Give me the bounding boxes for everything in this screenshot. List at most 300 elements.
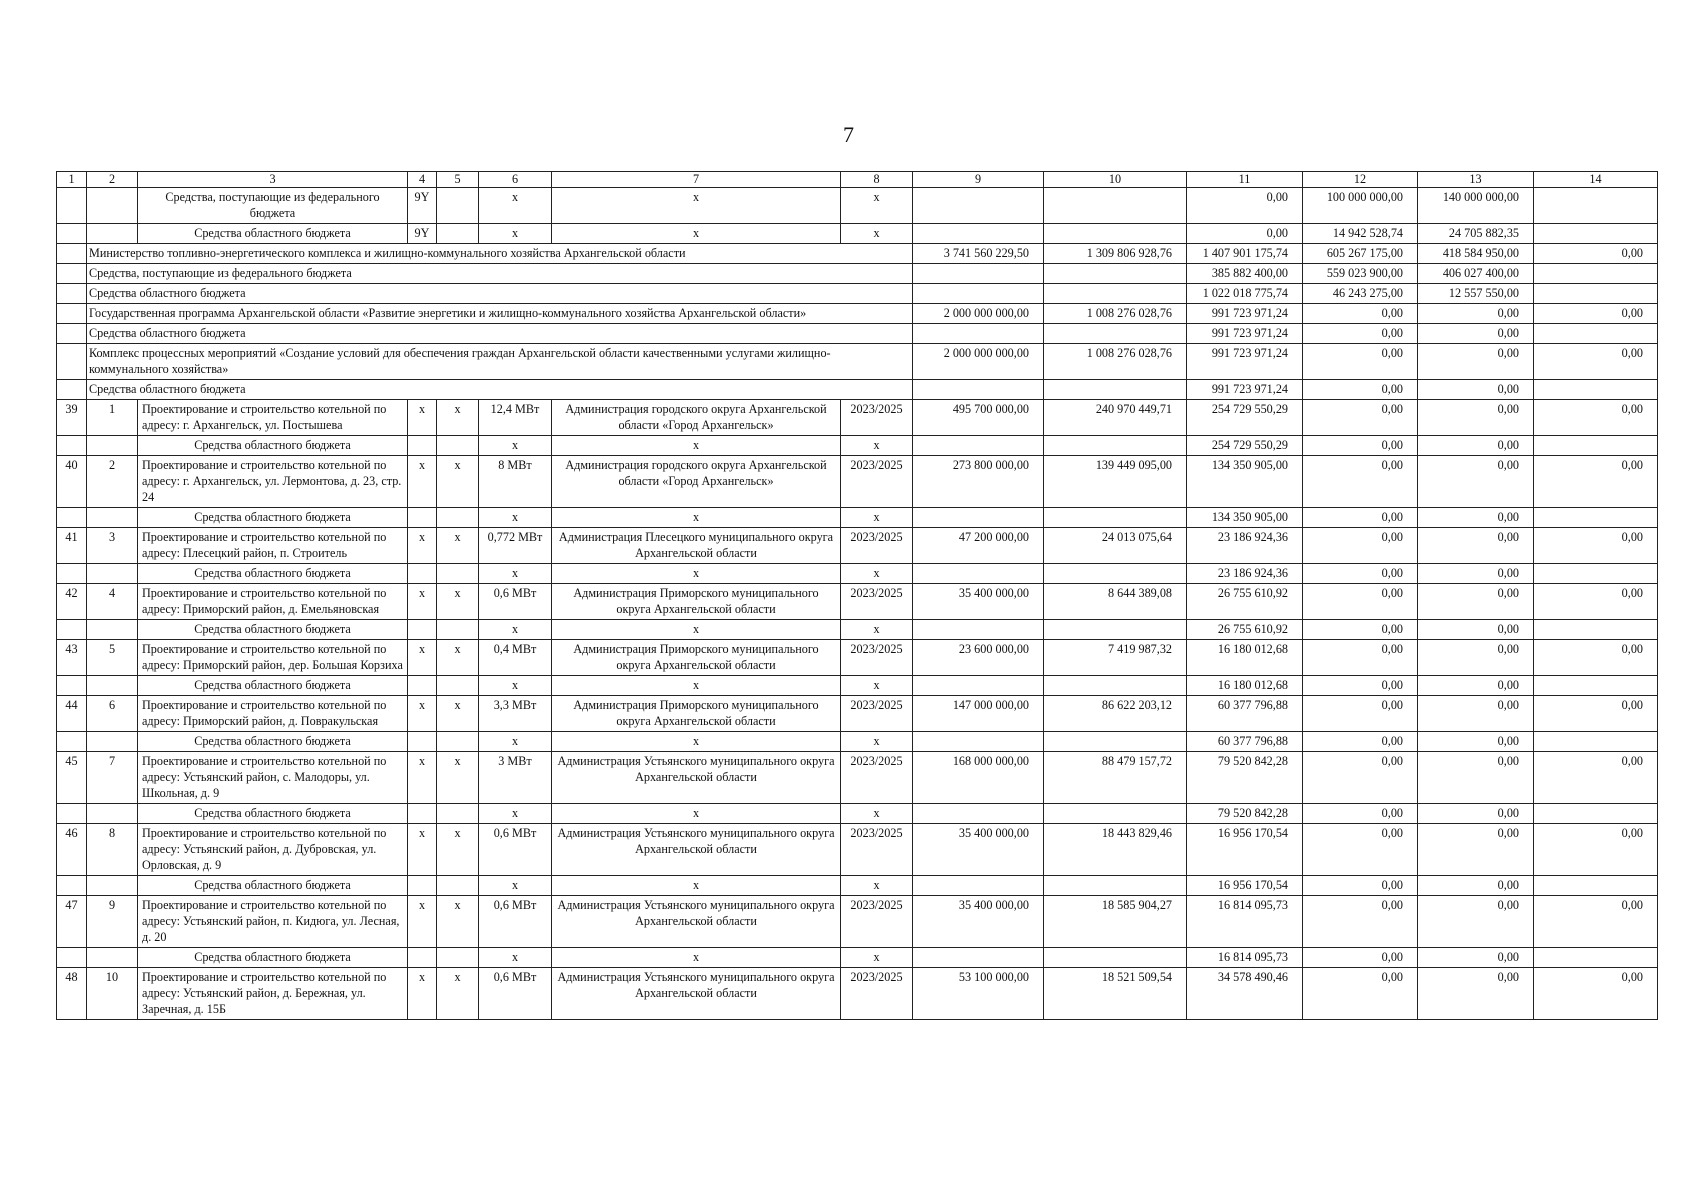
table-cell: x: [437, 584, 479, 620]
complex-row: [57, 344, 1658, 380]
table-cell: x: [479, 508, 552, 528]
amount-cell: 24 013 075,64: [1044, 528, 1187, 564]
table-cell: x: [841, 732, 913, 752]
amount-cell: 0,00: [1303, 528, 1418, 564]
table-cell: [1044, 508, 1187, 528]
funding-row: [57, 508, 1658, 528]
table-cell: x: [408, 752, 437, 804]
amount-cell: 79 520 842,28: [1187, 752, 1303, 804]
amount-cell: 0,00: [1534, 752, 1658, 804]
amount-cell: 0,00: [1303, 752, 1418, 804]
table-cell: [57, 224, 87, 244]
amount-cell: 46 243 275,00: [1303, 284, 1418, 304]
table-cell: [87, 804, 138, 824]
funding-source-label: Средства областного бюджета: [138, 436, 408, 456]
funding-row: [57, 380, 1658, 400]
table-cell: [1044, 264, 1187, 284]
years: 2023/2025: [841, 752, 913, 804]
table-cell: [913, 948, 1044, 968]
table-cell: x: [408, 896, 437, 948]
table-cell: x: [408, 584, 437, 620]
capacity: 0,6 МВт: [479, 896, 552, 948]
table-cell: [913, 732, 1044, 752]
column-header: 2: [87, 172, 138, 188]
amount-cell: 134 350 905,00: [1187, 456, 1303, 508]
object-name: Проектирование и строительство котельной по адресу: Приморский район, дер. Большая Корзиха: [138, 640, 408, 676]
item-number: 8: [87, 824, 138, 876]
amount-cell: 0,00: [1418, 436, 1534, 456]
table-cell: x: [552, 804, 841, 824]
table-cell: x: [437, 896, 479, 948]
table-cell: 9Y: [408, 188, 437, 224]
table-cell: [437, 804, 479, 824]
table-row: [57, 584, 1658, 620]
column-header: 9: [913, 172, 1044, 188]
table-cell: [408, 732, 437, 752]
table-cell: x: [479, 876, 552, 896]
years: 2023/2025: [841, 584, 913, 620]
amount-cell: 0,00: [1418, 400, 1534, 436]
table-cell: [1044, 876, 1187, 896]
amount-cell: 16 956 170,54: [1187, 824, 1303, 876]
table-cell: [1044, 620, 1187, 640]
amount-cell: 273 800 000,00: [913, 456, 1044, 508]
table-cell: x: [479, 436, 552, 456]
amount-cell: 8 644 389,08: [1044, 584, 1187, 620]
table-cell: x: [841, 804, 913, 824]
table-row: [57, 752, 1658, 804]
row-number: 41: [57, 528, 87, 564]
table-cell: [1044, 436, 1187, 456]
table-cell: [913, 876, 1044, 896]
table-cell: [87, 620, 138, 640]
table-cell: [87, 676, 138, 696]
funding-source-label: Средства областного бюджета: [138, 564, 408, 584]
table-cell: [1534, 732, 1658, 752]
table-cell: x: [479, 224, 552, 244]
item-number: 10: [87, 968, 138, 1020]
amount-cell: 23 600 000,00: [913, 640, 1044, 676]
amount-cell: 53 100 000,00: [913, 968, 1044, 1020]
table-cell: [1534, 284, 1658, 304]
amount-cell: 16 180 012,68: [1187, 676, 1303, 696]
table-cell: x: [479, 188, 552, 224]
years: 2023/2025: [841, 824, 913, 876]
table-cell: [437, 732, 479, 752]
funding-row: [57, 324, 1658, 344]
table-row: [57, 528, 1658, 564]
column-header: 7: [552, 172, 841, 188]
funding-row: [57, 188, 1658, 224]
amount-cell: 147 000 000,00: [913, 696, 1044, 732]
amount-cell: 0,00: [1303, 824, 1418, 876]
row-number: 46: [57, 824, 87, 876]
table-cell: x: [552, 948, 841, 968]
amount-cell: 0,00: [1534, 896, 1658, 948]
amount-cell: 0,00: [1534, 968, 1658, 1020]
table-cell: x: [408, 400, 437, 436]
amount-cell: 2 000 000 000,00: [913, 344, 1044, 380]
table-cell: [913, 380, 1044, 400]
table-cell: [913, 508, 1044, 528]
amount-cell: 0,00: [1418, 732, 1534, 752]
amount-cell: 60 377 796,88: [1187, 732, 1303, 752]
page-number: 7: [843, 122, 854, 147]
amount-cell: 0,00: [1303, 640, 1418, 676]
table-cell: [913, 284, 1044, 304]
funding-source-label: Средства областного бюджета: [138, 224, 408, 244]
table-cell: [1534, 380, 1658, 400]
table-cell: x: [841, 676, 913, 696]
object-name: Проектирование и строительство котельной по адресу: Устьянский район, п. Кидюга, ул. Лесная, д. 20: [138, 896, 408, 948]
table-cell: x: [841, 508, 913, 528]
table-cell: [913, 324, 1044, 344]
table-cell: [437, 620, 479, 640]
row-number: 48: [57, 968, 87, 1020]
administration: Администрация Устьянского муниципального округа Архангельской области: [552, 896, 841, 948]
budget-table: [56, 171, 1658, 1020]
amount-cell: 35 400 000,00: [913, 584, 1044, 620]
object-name: Проектирование и строительство котельной по адресу: г. Архангельск, ул. Лермонтова, д. 23, стр. 24: [138, 456, 408, 508]
table-row: [57, 640, 1658, 676]
table-cell: [1044, 948, 1187, 968]
table-cell: [1044, 284, 1187, 304]
table-cell: [437, 508, 479, 528]
administration: Администрация Устьянского муниципального округа Архангельской области: [552, 824, 841, 876]
amount-cell: 0,00: [1418, 456, 1534, 508]
funding-row: [57, 620, 1658, 640]
table-cell: [1044, 676, 1187, 696]
table-cell: x: [552, 620, 841, 640]
table-cell: [87, 732, 138, 752]
table-cell: [1534, 948, 1658, 968]
table-cell: [57, 564, 87, 584]
table-cell: [1044, 224, 1187, 244]
table-cell: x: [552, 676, 841, 696]
table-cell: x: [408, 528, 437, 564]
table-cell: [57, 304, 87, 324]
amount-cell: 0,00: [1418, 508, 1534, 528]
table-cell: [87, 224, 138, 244]
amount-cell: 0,00: [1303, 584, 1418, 620]
table-cell: x: [408, 456, 437, 508]
table-cell: x: [479, 564, 552, 584]
object-name: Проектирование и строительство котельной по адресу: Устьянский район, с. Малодоры, ул. Школьная, д. 9: [138, 752, 408, 804]
amount-cell: 1 008 276 028,76: [1044, 344, 1187, 380]
funding-source-label: Средства, поступающие из федерального бюджета: [138, 188, 408, 224]
funding-row: [57, 676, 1658, 696]
table-cell: x: [437, 968, 479, 1020]
column-header: 8: [841, 172, 913, 188]
table-cell: x: [408, 824, 437, 876]
amount-cell: 0,00: [1418, 324, 1534, 344]
column-header: 11: [1187, 172, 1303, 188]
table-cell: [87, 876, 138, 896]
funding-source-label: Средства, поступающие из федерального бюджета: [87, 264, 913, 284]
table-cell: [57, 344, 87, 380]
table-row: [57, 824, 1658, 876]
amount-cell: 0,00: [1187, 188, 1303, 224]
table-cell: [1534, 324, 1658, 344]
table-cell: [1044, 804, 1187, 824]
amount-cell: 240 970 449,71: [1044, 400, 1187, 436]
amount-cell: 26 755 610,92: [1187, 620, 1303, 640]
item-number: 6: [87, 696, 138, 732]
table-cell: [1534, 264, 1658, 284]
item-number: 5: [87, 640, 138, 676]
table-row: [57, 968, 1658, 1020]
table-cell: [408, 436, 437, 456]
amount-cell: 559 023 900,00: [1303, 264, 1418, 284]
amount-cell: 1 407 901 175,74: [1187, 244, 1303, 264]
table-cell: [1044, 324, 1187, 344]
row-number: 47: [57, 896, 87, 948]
funding-source-label: Средства областного бюджета: [87, 380, 913, 400]
amount-cell: 0,00: [1303, 896, 1418, 948]
table-cell: x: [841, 876, 913, 896]
amount-cell: 16 180 012,68: [1187, 640, 1303, 676]
table-cell: [1534, 188, 1658, 224]
amount-cell: 14 942 528,74: [1303, 224, 1418, 244]
funding-row: [57, 264, 1658, 284]
amount-cell: 0,00: [1534, 696, 1658, 732]
row-number: 42: [57, 584, 87, 620]
amount-cell: 2 000 000 000,00: [913, 304, 1044, 324]
table-cell: [1044, 732, 1187, 752]
funding-source-label: Средства областного бюджета: [138, 804, 408, 824]
administration: Администрация городского округа Архангельской области «Город Архангельск»: [552, 456, 841, 508]
table-cell: x: [437, 400, 479, 436]
table-cell: x: [437, 752, 479, 804]
amount-cell: 0,00: [1418, 968, 1534, 1020]
column-header: 12: [1303, 172, 1418, 188]
table-cell: [57, 188, 87, 224]
amount-cell: 0,00: [1534, 528, 1658, 564]
amount-cell: 0,00: [1187, 224, 1303, 244]
table-cell: [57, 508, 87, 528]
table-cell: x: [408, 696, 437, 732]
amount-cell: 0,00: [1418, 896, 1534, 948]
table-cell: x: [841, 224, 913, 244]
amount-cell: 0,00: [1303, 304, 1418, 324]
amount-cell: 16 814 095,73: [1187, 948, 1303, 968]
capacity: 0,6 МВт: [479, 968, 552, 1020]
amount-cell: 0,00: [1303, 436, 1418, 456]
table-cell: x: [552, 732, 841, 752]
amount-cell: 0,00: [1303, 324, 1418, 344]
funding-row: [57, 284, 1658, 304]
amount-cell: 23 186 924,36: [1187, 528, 1303, 564]
amount-cell: 0,00: [1534, 584, 1658, 620]
table-cell: [913, 620, 1044, 640]
capacity: 12,4 МВт: [479, 400, 552, 436]
ministry-row: [57, 244, 1658, 264]
table-header-row: [57, 172, 1658, 188]
amount-cell: 0,00: [1303, 696, 1418, 732]
amount-cell: 0,00: [1418, 752, 1534, 804]
row-number: 45: [57, 752, 87, 804]
amount-cell: 134 350 905,00: [1187, 508, 1303, 528]
amount-cell: 3 741 560 229,50: [913, 244, 1044, 264]
amount-cell: 0,00: [1303, 564, 1418, 584]
table-cell: x: [841, 188, 913, 224]
table-cell: x: [437, 456, 479, 508]
table-cell: [408, 876, 437, 896]
years: 2023/2025: [841, 640, 913, 676]
table-cell: [913, 804, 1044, 824]
amount-cell: 0,00: [1418, 620, 1534, 640]
amount-cell: 0,00: [1418, 528, 1534, 564]
amount-cell: 18 443 829,46: [1044, 824, 1187, 876]
table-cell: x: [479, 804, 552, 824]
table-cell: [913, 436, 1044, 456]
funding-source-label: Средства областного бюджета: [138, 732, 408, 752]
funding-source-label: Средства областного бюджета: [87, 324, 913, 344]
amount-cell: 0,00: [1303, 620, 1418, 640]
table-cell: [913, 676, 1044, 696]
table-cell: x: [479, 620, 552, 640]
column-header: 5: [437, 172, 479, 188]
object-name: Проектирование и строительство котельной по адресу: г. Архангельск, ул. Постышева: [138, 400, 408, 436]
amount-cell: 16 814 095,73: [1187, 896, 1303, 948]
table-cell: [408, 508, 437, 528]
funding-source-label: Средства областного бюджета: [138, 508, 408, 528]
amount-cell: 418 584 950,00: [1418, 244, 1534, 264]
capacity: 3 МВт: [479, 752, 552, 804]
table-cell: x: [437, 824, 479, 876]
table-cell: [57, 732, 87, 752]
item-number: 9: [87, 896, 138, 948]
table-cell: [408, 564, 437, 584]
amount-cell: 100 000 000,00: [1303, 188, 1418, 224]
capacity: 0,772 МВт: [479, 528, 552, 564]
amount-cell: 1 008 276 028,76: [1044, 304, 1187, 324]
table-cell: [1534, 620, 1658, 640]
years: 2023/2025: [841, 528, 913, 564]
amount-cell: 495 700 000,00: [913, 400, 1044, 436]
capacity: 0,6 МВт: [479, 824, 552, 876]
amount-cell: 168 000 000,00: [913, 752, 1044, 804]
years: 2023/2025: [841, 968, 913, 1020]
administration: Администрация Устьянского муниципального округа Архангельской области: [552, 752, 841, 804]
column-header: 6: [479, 172, 552, 188]
table-cell: [437, 564, 479, 584]
table-cell: x: [841, 564, 913, 584]
table-cell: x: [552, 436, 841, 456]
row-number: 44: [57, 696, 87, 732]
amount-cell: 0,00: [1534, 640, 1658, 676]
capacity: 3,3 МВт: [479, 696, 552, 732]
section-title: Министерство топливно-энергетического комплекса и жилищно-коммунального хозяйства Архангельской области: [87, 244, 913, 264]
amount-cell: 7 419 987,32: [1044, 640, 1187, 676]
amount-cell: 139 449 095,00: [1044, 456, 1187, 508]
amount-cell: 0,00: [1303, 804, 1418, 824]
table-cell: [87, 564, 138, 584]
funding-row: [57, 564, 1658, 584]
administration: Администрация городского округа Архангельской области «Город Архангельск»: [552, 400, 841, 436]
amount-cell: 1 022 018 775,74: [1187, 284, 1303, 304]
table-cell: x: [479, 948, 552, 968]
table-cell: [408, 948, 437, 968]
table-row: [57, 896, 1658, 948]
row-number: 43: [57, 640, 87, 676]
table-cell: [913, 188, 1044, 224]
table-cell: x: [479, 732, 552, 752]
amount-cell: 0,00: [1418, 344, 1534, 380]
program-row: [57, 304, 1658, 324]
table-cell: [57, 244, 87, 264]
amount-cell: 0,00: [1418, 584, 1534, 620]
funding-source-label: Средства областного бюджета: [138, 948, 408, 968]
table-cell: [1534, 436, 1658, 456]
table-cell: 9Y: [408, 224, 437, 244]
row-number: 40: [57, 456, 87, 508]
table-cell: [57, 676, 87, 696]
table-cell: x: [841, 436, 913, 456]
amount-cell: 0,00: [1303, 456, 1418, 508]
table-cell: [408, 804, 437, 824]
amount-cell: 0,00: [1418, 696, 1534, 732]
funding-row: [57, 732, 1658, 752]
amount-cell: 0,00: [1303, 508, 1418, 528]
table-cell: [437, 436, 479, 456]
table-cell: [913, 564, 1044, 584]
amount-cell: 0,00: [1418, 380, 1534, 400]
amount-cell: 88 479 157,72: [1044, 752, 1187, 804]
amount-cell: 26 755 610,92: [1187, 584, 1303, 620]
table-row: [57, 400, 1658, 436]
funding-row: [57, 224, 1658, 244]
administration: Администрация Приморского муниципального округа Архангельской области: [552, 696, 841, 732]
funding-row: [57, 436, 1658, 456]
table-cell: [1534, 564, 1658, 584]
amount-cell: 0,00: [1534, 400, 1658, 436]
amount-cell: 0,00: [1418, 804, 1534, 824]
table-cell: [437, 876, 479, 896]
funding-row: [57, 948, 1658, 968]
amount-cell: 0,00: [1418, 948, 1534, 968]
amount-cell: 0,00: [1303, 968, 1418, 1020]
years: 2023/2025: [841, 896, 913, 948]
table-cell: [1534, 804, 1658, 824]
column-header: 4: [408, 172, 437, 188]
years: 2023/2025: [841, 456, 913, 508]
amount-cell: 47 200 000,00: [913, 528, 1044, 564]
amount-cell: 35 400 000,00: [913, 824, 1044, 876]
object-name: Проектирование и строительство котельной по адресу: Устьянский район, д. Бережная, ул. Заречная, д. 15Б: [138, 968, 408, 1020]
years: 2023/2025: [841, 400, 913, 436]
table-cell: [87, 436, 138, 456]
amount-cell: 18 521 509,54: [1044, 968, 1187, 1020]
table-cell: x: [552, 224, 841, 244]
amount-cell: 0,00: [1534, 456, 1658, 508]
object-name: Проектирование и строительство котельной по адресу: Приморский район, д. Емельяновская: [138, 584, 408, 620]
amount-cell: 0,00: [1303, 380, 1418, 400]
table-cell: [57, 948, 87, 968]
table-cell: x: [841, 948, 913, 968]
amount-cell: 0,00: [1303, 948, 1418, 968]
table-cell: [913, 264, 1044, 284]
funding-row: [57, 804, 1658, 824]
table-cell: [437, 948, 479, 968]
table-row: [57, 696, 1658, 732]
amount-cell: 0,00: [1303, 400, 1418, 436]
column-header: 1: [57, 172, 87, 188]
amount-cell: 24 705 882,35: [1418, 224, 1534, 244]
table-cell: [913, 224, 1044, 244]
table-cell: [57, 620, 87, 640]
years: 2023/2025: [841, 696, 913, 732]
